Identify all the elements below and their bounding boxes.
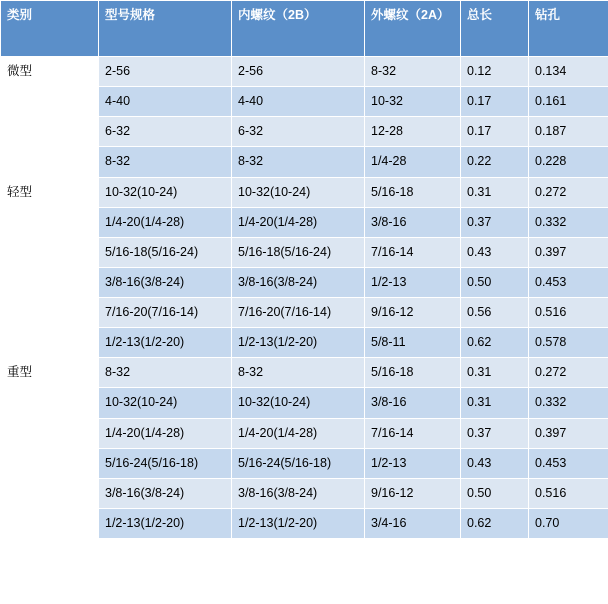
cell-internal: 1/4-20(1/4-28) xyxy=(232,418,365,448)
column-header-drill-hole: 钻孔 xyxy=(529,1,608,57)
cell-drill: 0.516 xyxy=(529,478,608,508)
cell-length: 0.37 xyxy=(461,207,529,237)
cell-drill: 0.332 xyxy=(529,388,608,418)
cell-internal: 1/2-13(1/2-20) xyxy=(232,508,365,538)
cell-length: 0.50 xyxy=(461,478,529,508)
cell-internal: 7/16-20(7/16-14) xyxy=(232,298,365,328)
cell-model: 1/4-20(1/4-28) xyxy=(99,418,232,448)
cell-external: 3/8-16 xyxy=(365,388,461,418)
column-header-model-spec: 型号规格 xyxy=(99,1,232,57)
cell-model: 8-32 xyxy=(99,358,232,388)
category-cell-micro xyxy=(1,57,99,178)
cell-drill: 0.578 xyxy=(529,328,608,358)
cell-drill: 0.397 xyxy=(529,418,608,448)
cell-drill: 0.453 xyxy=(529,267,608,297)
cell-model: 1/2-13(1/2-20) xyxy=(99,508,232,538)
cell-drill: 0.70 xyxy=(529,508,608,538)
cell-internal: 10-32(10-24) xyxy=(232,177,365,207)
cell-drill: 0.161 xyxy=(529,87,608,117)
cell-internal: 1/2-13(1/2-20) xyxy=(232,328,365,358)
cell-length: 0.17 xyxy=(461,87,529,117)
cell-external: 3/8-16 xyxy=(365,207,461,237)
column-header-internal-thread: 内螺纹（2B） xyxy=(232,1,365,57)
cell-length: 0.22 xyxy=(461,147,529,177)
cell-internal: 4-40 xyxy=(232,87,365,117)
category-label: 微型 xyxy=(7,64,33,78)
cell-drill: 0.272 xyxy=(529,177,608,207)
cell-internal: 8-32 xyxy=(232,358,365,388)
cell-external: 3/4-16 xyxy=(365,508,461,538)
cell-model: 6-32 xyxy=(99,117,232,147)
cell-external: 1/4-28 xyxy=(365,147,461,177)
cell-internal: 2-56 xyxy=(232,57,365,87)
cell-drill: 0.453 xyxy=(529,448,608,478)
table-row xyxy=(1,57,608,87)
cell-model: 1/4-20(1/4-28) xyxy=(99,207,232,237)
column-header-external-thread: 外螺纹（2A） xyxy=(365,1,461,57)
cell-length: 0.43 xyxy=(461,448,529,478)
table-header-row xyxy=(1,1,608,57)
cell-external: 7/16-14 xyxy=(365,237,461,267)
cell-model: 3/8-16(3/8-24) xyxy=(99,267,232,297)
cell-internal: 6-32 xyxy=(232,117,365,147)
category-label: 轻型 xyxy=(7,184,33,199)
cell-external: 7/16-14 xyxy=(365,418,461,448)
category-cell-heavy xyxy=(1,358,99,539)
cell-internal: 8-32 xyxy=(232,147,365,177)
cell-external: 1/2-13 xyxy=(365,448,461,478)
cell-length: 0.62 xyxy=(461,508,529,538)
cell-external: 12-28 xyxy=(365,117,461,147)
cell-drill: 0.134 xyxy=(529,57,608,87)
cell-length: 0.62 xyxy=(461,328,529,358)
cell-length: 0.31 xyxy=(461,358,529,388)
cell-model: 4-40 xyxy=(99,87,232,117)
cell-length: 0.50 xyxy=(461,267,529,297)
cell-internal: 3/8-16(3/8-24) xyxy=(232,267,365,297)
cell-model: 8-32 xyxy=(99,147,232,177)
cell-model: 1/2-13(1/2-20) xyxy=(99,328,232,358)
cell-internal: 1/4-20(1/4-28) xyxy=(232,207,365,237)
cell-external: 5/16-18 xyxy=(365,177,461,207)
cell-length: 0.56 xyxy=(461,298,529,328)
cell-length: 0.43 xyxy=(461,237,529,267)
cell-length: 0.17 xyxy=(461,117,529,147)
cell-model: 3/8-16(3/8-24) xyxy=(99,478,232,508)
category-cell-light xyxy=(1,177,99,358)
cell-internal: 3/8-16(3/8-24) xyxy=(232,478,365,508)
cell-model: 5/16-18(5/16-24) xyxy=(99,237,232,267)
cell-drill: 0.332 xyxy=(529,207,608,237)
cell-external: 5/16-18 xyxy=(365,358,461,388)
cell-external: 9/16-12 xyxy=(365,298,461,328)
cell-model: 10-32(10-24) xyxy=(99,177,232,207)
cell-drill: 0.397 xyxy=(529,237,608,267)
cell-external: 10-32 xyxy=(365,87,461,117)
table-header xyxy=(1,1,608,57)
cell-external: 9/16-12 xyxy=(365,478,461,508)
cell-internal: 5/16-18(5/16-24) xyxy=(232,237,365,267)
cell-internal: 10-32(10-24) xyxy=(232,388,365,418)
cell-length: 0.12 xyxy=(461,57,529,87)
column-header-category: 类别 xyxy=(1,1,99,57)
cell-drill: 0.272 xyxy=(529,358,608,388)
cell-internal: 5/16-24(5/16-18) xyxy=(232,448,365,478)
cell-model: 10-32(10-24) xyxy=(99,388,232,418)
category-label: 重型 xyxy=(7,365,33,380)
cell-length: 0.31 xyxy=(461,177,529,207)
cell-model: 5/16-24(5/16-18) xyxy=(99,448,232,478)
cell-external: 5/8-11 xyxy=(365,328,461,358)
cell-model: 7/16-20(7/16-14) xyxy=(99,298,232,328)
cell-drill: 0.516 xyxy=(529,298,608,328)
cell-model: 2-56 xyxy=(99,57,232,87)
table-row xyxy=(1,177,608,207)
cell-external: 1/2-13 xyxy=(365,267,461,297)
cell-length: 0.31 xyxy=(461,388,529,418)
cell-drill: 0.187 xyxy=(529,117,608,147)
table-body xyxy=(1,57,608,539)
column-header-total-length: 总长 xyxy=(461,1,529,57)
cell-drill: 0.228 xyxy=(529,147,608,177)
table-row xyxy=(1,358,608,388)
cell-length: 0.37 xyxy=(461,418,529,448)
cell-external: 8-32 xyxy=(365,57,461,87)
